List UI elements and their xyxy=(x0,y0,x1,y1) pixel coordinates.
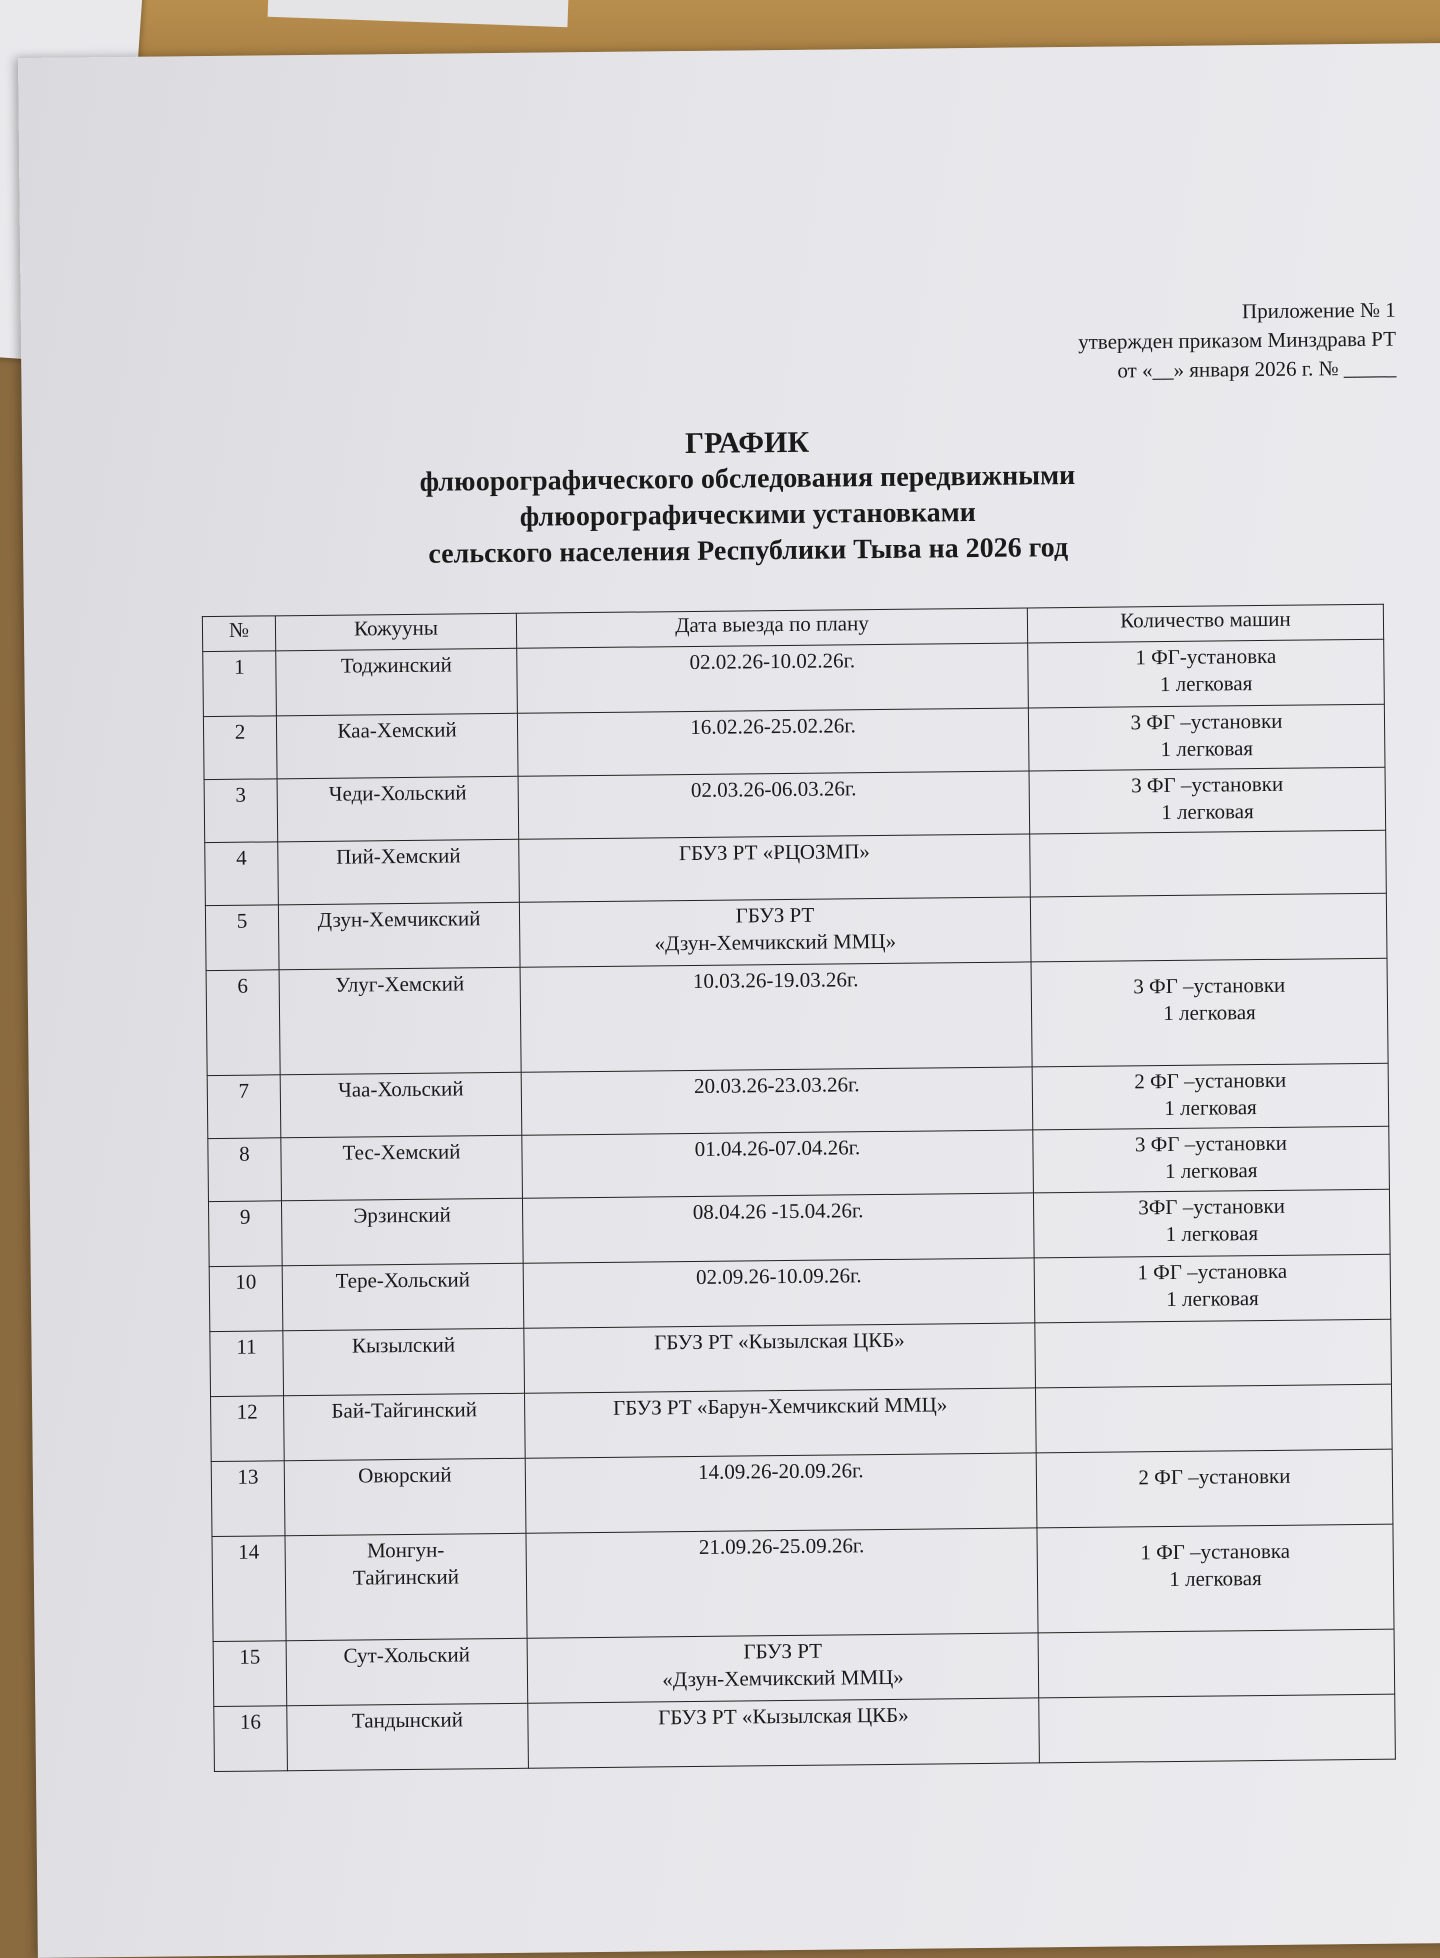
cell-number: 12 xyxy=(211,1396,285,1462)
cell-cars-line: 1 легковая xyxy=(1164,1158,1258,1184)
cell-cars xyxy=(1035,1384,1392,1453)
cell-date-line: 16.02.26-25.02.26г. xyxy=(690,713,856,739)
cell-cars xyxy=(1039,1694,1396,1763)
cell-cars-line: 1 ФГ –установка xyxy=(1137,1258,1288,1285)
cell-kojuun-line: Тайгинский xyxy=(352,1564,460,1590)
cell-kojuun-line: Бай-Тайгинский xyxy=(331,1397,478,1423)
cell-date xyxy=(526,1528,1038,1638)
schedule-body xyxy=(203,639,1396,1771)
cell-kojuun-line: Чаа-Хольский xyxy=(337,1076,464,1102)
cell-kojuun-line: Овюрский xyxy=(358,1462,452,1488)
cell-cars-line: 1 легковая xyxy=(1160,736,1254,762)
cell-cars-line: 2 ФГ –установки xyxy=(1134,1067,1287,1094)
cell-cars xyxy=(1030,893,1387,962)
cell-date-line: 08.04.26 -15.04.26г. xyxy=(692,1198,864,1224)
cell-cars xyxy=(1029,767,1386,834)
cell-number: 10 xyxy=(209,1266,283,1332)
cell-number: 13 xyxy=(211,1461,285,1537)
cell-cars-line: 1 легковая xyxy=(1159,671,1253,697)
cell-kojuun xyxy=(276,648,518,716)
table-row xyxy=(203,639,1385,716)
cell-cars-line: 1 легковая xyxy=(1166,1286,1259,1312)
cell-number: 15 xyxy=(213,1641,287,1707)
cell-cars-line: 3 ФГ –установки xyxy=(1133,972,1286,999)
cell-number: 2 xyxy=(203,716,277,780)
header-number: № xyxy=(202,616,275,652)
cell-date xyxy=(518,771,1030,839)
approval-line: утвержден приказом Минздрава РТ xyxy=(1078,326,1397,354)
cell-date xyxy=(527,1633,1039,1703)
cell-number: 7 xyxy=(207,1075,281,1139)
cell-date xyxy=(519,834,1031,902)
table-row xyxy=(210,1319,1392,1396)
cell-cars-line: 1 ФГ-установка xyxy=(1135,643,1277,670)
title-line-1: флюорографического обследования передвижными xyxy=(419,459,1076,498)
cell-date xyxy=(522,1193,1034,1263)
cell-kojuun xyxy=(287,1703,529,1771)
cell-cars-line: 1 легковая xyxy=(1169,1566,1262,1592)
cell-kojuun xyxy=(277,776,519,842)
cell-number: 14 xyxy=(212,1536,286,1642)
cell-number: 8 xyxy=(208,1138,282,1202)
cell-cars-line: 1 ФГ –установка xyxy=(1140,1538,1291,1565)
cell-date xyxy=(522,1130,1034,1198)
cell-cars xyxy=(1036,1449,1393,1528)
cell-date-line: 14.09.26-20.09.26г. xyxy=(697,1458,864,1484)
cell-kojuun-line: Сут-Хольский xyxy=(343,1642,471,1668)
cell-kojuun-line: Тере-Хольский xyxy=(335,1267,471,1293)
cell-kojuun-line: Тандынский xyxy=(351,1707,464,1733)
cell-kojuun xyxy=(276,713,518,779)
cell-date xyxy=(519,897,1031,967)
cell-kojuun-line: Тес-Хемский xyxy=(342,1139,461,1165)
cell-cars-line: 1 легковая xyxy=(1163,1000,1256,1026)
cell-cars xyxy=(1038,1629,1395,1698)
cell-kojuun xyxy=(281,1198,523,1266)
cell-cars-line: 3ФГ –установки xyxy=(1138,1193,1286,1220)
cell-kojuun-line: Дзун-Хемчикский xyxy=(317,906,481,932)
cell-date xyxy=(525,1453,1037,1533)
header-cars: Количество машин xyxy=(1027,604,1383,643)
cell-date-line: ГБУЗ РТ «РЦОЗМП» xyxy=(678,839,870,866)
cell-cars xyxy=(1034,1254,1391,1323)
cell-kojuun xyxy=(285,1533,527,1641)
cell-date xyxy=(528,1698,1040,1768)
cell-cars xyxy=(1030,830,1387,897)
title-line-3: сельского населения Республики Тыва на 2026 год xyxy=(428,532,1069,570)
cell-kojuun xyxy=(283,1328,525,1396)
cell-cars-line: 3 ФГ –установки xyxy=(1131,771,1284,798)
document-sheet xyxy=(18,43,1440,1958)
appendix-number: Приложение № 1 xyxy=(1241,297,1396,324)
cell-kojuun xyxy=(286,1638,528,1706)
cell-cars xyxy=(1028,639,1385,708)
cell-cars xyxy=(1035,1319,1392,1388)
cell-date-line: ГБУЗ РТ xyxy=(735,902,815,928)
cell-cars-line: 1 легковая xyxy=(1165,1221,1259,1247)
cell-cars xyxy=(1031,958,1388,1067)
cell-cars xyxy=(1033,1126,1390,1193)
cell-cars-line: 3 ФГ –установки xyxy=(1130,708,1283,735)
cell-kojuun-line: Чеди-Хольский xyxy=(328,780,467,806)
cell-date xyxy=(517,708,1029,776)
cell-date-line: 01.04.26-07.04.26г. xyxy=(694,1135,861,1161)
cell-kojuun xyxy=(280,1072,522,1138)
cell-kojuun-line: Пий-Хемский xyxy=(336,843,461,869)
order-date-line: от «__» января 2026 г. № _____ xyxy=(1117,355,1397,383)
cell-kojuun-line: Тоджинский xyxy=(340,652,452,678)
cell-number: 6 xyxy=(206,970,280,1076)
cell-cars xyxy=(1032,1063,1389,1130)
cell-kojuun-line: Эрзинский xyxy=(353,1202,451,1228)
cell-number: 4 xyxy=(205,842,279,906)
cell-cars-line: 2 ФГ –установки xyxy=(1138,1463,1291,1490)
cell-number: 11 xyxy=(210,1331,284,1397)
cell-number: 9 xyxy=(208,1201,282,1267)
cell-kojuun xyxy=(281,1135,523,1201)
cell-date xyxy=(517,643,1029,713)
cell-kojuun xyxy=(278,839,520,905)
cell-date-line: 02.02.26-10.02.26г. xyxy=(689,648,856,674)
cell-kojuun xyxy=(278,902,520,970)
table-row xyxy=(206,958,1388,1075)
cell-number: 3 xyxy=(204,779,278,843)
cell-cars-line: 1 легковая xyxy=(1161,799,1254,825)
title-main: ГРАФИК xyxy=(684,425,810,461)
table-row xyxy=(205,893,1387,970)
cell-kojuun-line: Каа-Хемский xyxy=(337,717,457,743)
header-kojuun: Кожууны xyxy=(275,613,516,651)
cell-number: 16 xyxy=(214,1706,288,1772)
table-row xyxy=(208,1189,1390,1266)
document-title xyxy=(222,420,1273,575)
table-row xyxy=(213,1629,1395,1706)
cell-date-line: «Дзун-Хемчикский ММЦ» xyxy=(654,928,897,956)
appendix-header xyxy=(1078,296,1397,386)
cell-kojuun-line: Монгун- xyxy=(366,1537,445,1563)
cell-cars-line: 1 легковая xyxy=(1164,1095,1257,1121)
table-row xyxy=(211,1449,1393,1536)
cell-date xyxy=(523,1258,1035,1328)
table-row xyxy=(214,1694,1396,1771)
schedule-table xyxy=(202,604,1396,1772)
table-row xyxy=(209,1254,1391,1331)
cell-date-line: 02.03.26-06.03.26г. xyxy=(690,776,857,802)
cell-date-line: ГБУЗ РТ «Кызылская ЦКБ» xyxy=(658,1702,909,1730)
cell-kojuun xyxy=(284,1458,526,1536)
cell-cars xyxy=(1037,1524,1394,1633)
cell-date-line: «Дзун-Хемчикский ММЦ» xyxy=(662,1664,904,1692)
cell-cars xyxy=(1028,704,1385,771)
cell-date-line: 21.09.26-25.09.26г. xyxy=(698,1533,865,1559)
cell-date xyxy=(521,1067,1033,1135)
cell-date-line: 10.03.26-19.03.26г. xyxy=(692,967,859,993)
cell-date-line: 20.03.26-23.03.26г. xyxy=(693,1072,860,1098)
cell-kojuun xyxy=(279,967,521,1075)
cell-kojuun-line: Улуг-Хемский xyxy=(335,971,465,997)
table-row xyxy=(211,1384,1393,1461)
cell-date-line: ГБУЗ РТ «Барун-Хемчикский ММЦ» xyxy=(612,1392,948,1420)
cell-number: 5 xyxy=(205,905,279,971)
cell-kojuun-line: Кызылский xyxy=(351,1332,456,1358)
cell-kojuun xyxy=(284,1393,526,1461)
cell-date-line: 02.09.26-10.09.26г. xyxy=(695,1263,862,1289)
cell-kojuun xyxy=(282,1263,524,1331)
table-row xyxy=(212,1524,1394,1641)
cell-date xyxy=(524,1323,1036,1393)
cell-date-line: ГБУЗ РТ «Кызылская ЦКБ» xyxy=(654,1327,905,1355)
cell-date xyxy=(520,962,1032,1072)
cell-date xyxy=(525,1388,1037,1458)
cell-number: 1 xyxy=(203,651,277,717)
title-line-2: флюорографическими установками xyxy=(519,496,977,533)
cell-date-line: ГБУЗ РТ xyxy=(743,1638,823,1664)
header-date: Дата выезда по плану xyxy=(516,608,1027,648)
cell-cars-line: 3 ФГ –установки xyxy=(1134,1130,1288,1157)
cell-cars xyxy=(1033,1189,1390,1258)
